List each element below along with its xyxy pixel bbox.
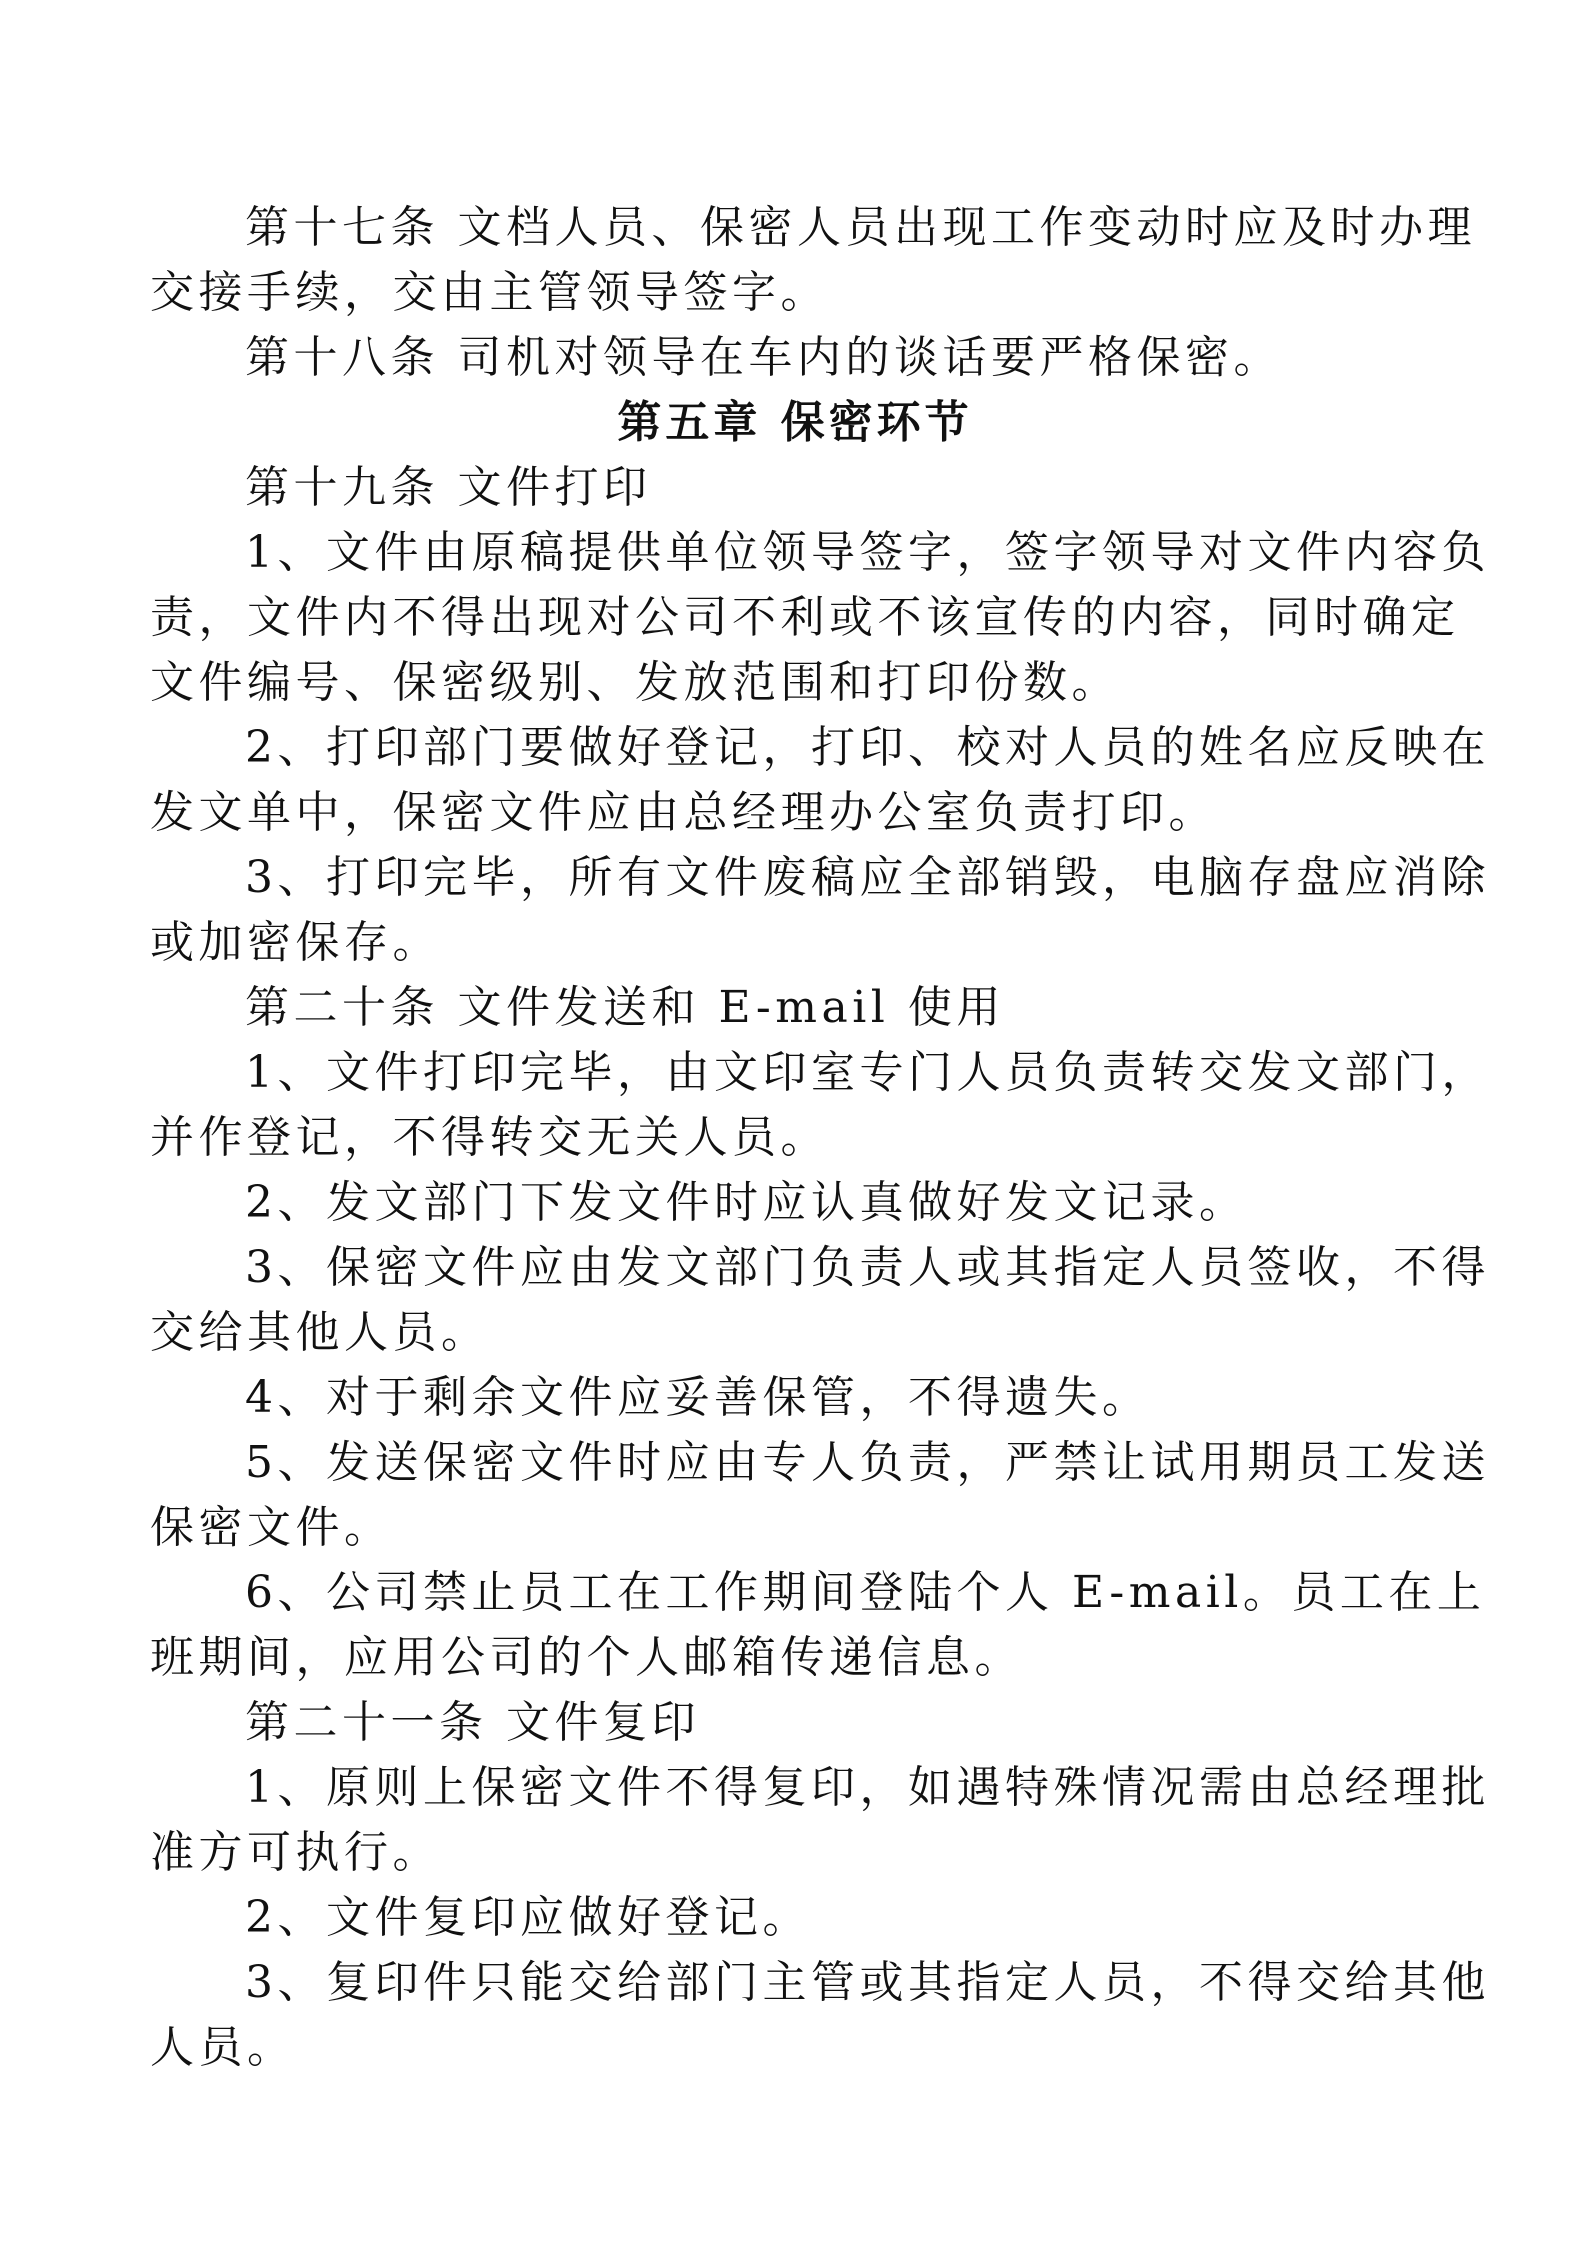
article-17-line-1: 第十七条 文档人员、保密人员出现工作变动时应及时办理 (245, 202, 1476, 253)
document-page (150, 195, 1490, 2080)
article-18-line-1: 第十八条 司机对领导在车内的谈话要严格保密。 (245, 332, 1282, 383)
article-20-item-4-line-1: 4、对于剩余文件应妥善保管，不得遗失。 (245, 1372, 1151, 1423)
article-20-item-5-line-1: 5、发送保密文件时应由专人负责，严禁让试用期员工发送 (245, 1437, 1490, 1488)
article-20-item-1-line-2: 并作登记，不得转交无关人员。 (150, 1112, 829, 1163)
article-19-title: 第十九条 文件打印 (245, 462, 652, 513)
article-20-item-1-line-1: 1、文件打印完毕，由文印室专门人员负责转交发文部门， (245, 1047, 1490, 1098)
article-19-item-1-line-2: 责，文件内不得出现对公司不利或不该宣传的内容，同时确定 (150, 592, 1460, 643)
article-19-item-2-line-1: 2、打印部门要做好登记，打印、校对人员的姓名应反映在 (245, 722, 1490, 773)
article-21-title: 第二十一条 文件复印 (245, 1697, 700, 1748)
article-17-line-2: 交接手续，交由主管领导签字。 (150, 267, 829, 318)
article-20-item-5-line-2: 保密文件。 (150, 1502, 393, 1553)
article-19-item-2-line-2: 发文单中，保密文件应由总经理办公室负责打印。 (150, 787, 1217, 838)
article-20-item-3-line-2: 交给其他人员。 (150, 1307, 490, 1358)
article-20-item-6-line-2: 班期间，应用公司的个人邮箱传递信息。 (150, 1632, 1023, 1683)
article-20-title: 第二十条 文件发送和 E-mail 使用 (245, 982, 1005, 1033)
article-21-item-3-line-2: 人员。 (150, 2022, 296, 2073)
article-19-item-1-line-3: 文件编号、保密级别、发放范围和打印份数。 (150, 657, 1120, 708)
article-19-item-1-line-1: 1、文件由原稿提供单位领导签字，签字领导对文件内容负 (245, 527, 1490, 578)
article-21-item-1-line-2: 准方可执行。 (150, 1827, 441, 1878)
article-19-item-3-line-2: 或加密保存。 (150, 917, 441, 968)
chapter-5-heading: 第五章 保密环节 (617, 397, 973, 448)
article-21-item-1-line-1: 1、原则上保密文件不得复印，如遇特殊情况需由总经理批 (245, 1762, 1490, 1813)
article-19-item-3-line-1: 3、打印完毕，所有文件废稿应全部销毁，电脑存盘应消除 (245, 852, 1490, 903)
article-20-item-2-line-1: 2、发文部门下发文件时应认真做好发文记录。 (245, 1177, 1248, 1228)
article-20-item-6-line-1: 6、公司禁止员工在工作期间登陆个人 E-mail。员工在上 (245, 1567, 1486, 1618)
article-20-item-3-line-1: 3、保密文件应由发文部门负责人或其指定人员签收，不得 (245, 1242, 1490, 1293)
article-21-item-2-line-1: 2、文件复印应做好登记。 (245, 1892, 811, 1943)
article-21-item-3-line-1: 3、复印件只能交给部门主管或其指定人员，不得交给其他 (245, 1957, 1490, 2008)
